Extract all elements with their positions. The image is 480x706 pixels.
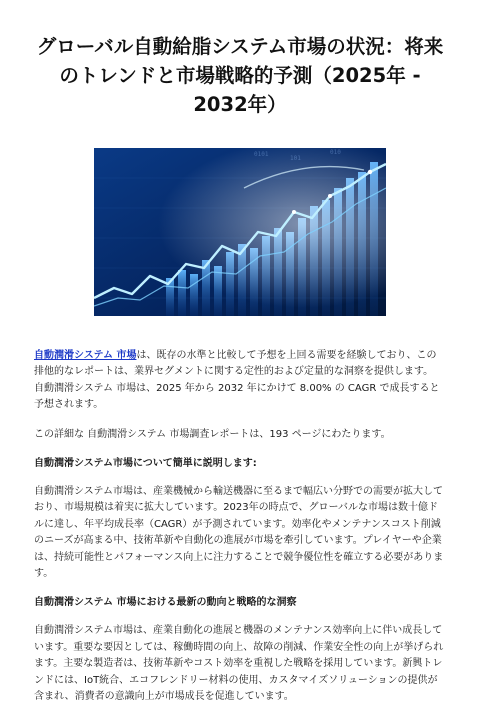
section-body-trends: 自動潤滑システム市場は、産業自動化の進展と機器のメンテナンス効率向上に伴い成長しています。重要な要因としては、稼働時間の向上、故障の削減、作業安全性の向上が挙げられます。主要な製造者は、技術革新やコスト効率を重視した戦略を採用しています。新興トレンドには、IoT統合、エコフレンドリー材料の使用、カスタマイズソリューションの提供が含まれ、消費者の意識向上が市場成長を促進しています。 [34, 625, 444, 703]
article-body [34, 348, 446, 706]
section-heading-overview: 自動潤滑システム市場について簡単に説明します: [34, 458, 257, 470]
svg-text:010: 010 [330, 149, 341, 156]
market-link[interactable]: 自動潤滑システム 市場 [34, 350, 137, 361]
svg-text:101: 101 [290, 155, 301, 162]
svg-text:0101: 0101 [254, 151, 269, 158]
page-title: グローバル自動給脂システム市場の状況：将来のトレンドと市場戦略的予測（2025年 - 2032年） [36, 35, 444, 116]
section-body-overview: 自動潤滑システム市場は、産業機械から輸送機器に至るまで幅広い分野での需要が拡大しており、市場規模は着実に拡大しています。2023年の時点で、グローバルな市場は数十億ドルに達し、年平均成長率（CAGR）が予測されています。効率化やメンテナンスコスト削減のニーズが高まる中、技術革新や自動化の進展が市場を牽引しています。プレイヤーや企業は、持続可能性とパフォーマンス向上に注力することで競争優位性を確立する必要があります。 [34, 486, 444, 580]
rising-stock-chart-image [94, 148, 386, 316]
intro-paragraph: 自動潤滑システム 市場は、既存の水準と比較して予想を上回る需要を経験しており、この排他的なレポートは、業界セグメントに関する定性的および定量的な洞察を提供します。 自動潤滑システム 市場は、2025 年から 2032 年にかけて 8.00% の CAGR で成長すると予想されます。 [34, 350, 440, 411]
pages-line: この詳細な 自動潤滑システム 市場調査レポートは、193 ページにわたります。 [34, 428, 391, 440]
section-heading-trends: 自動潤滑システム 市場における最新の動向と戦略的な洞察 [34, 597, 297, 609]
